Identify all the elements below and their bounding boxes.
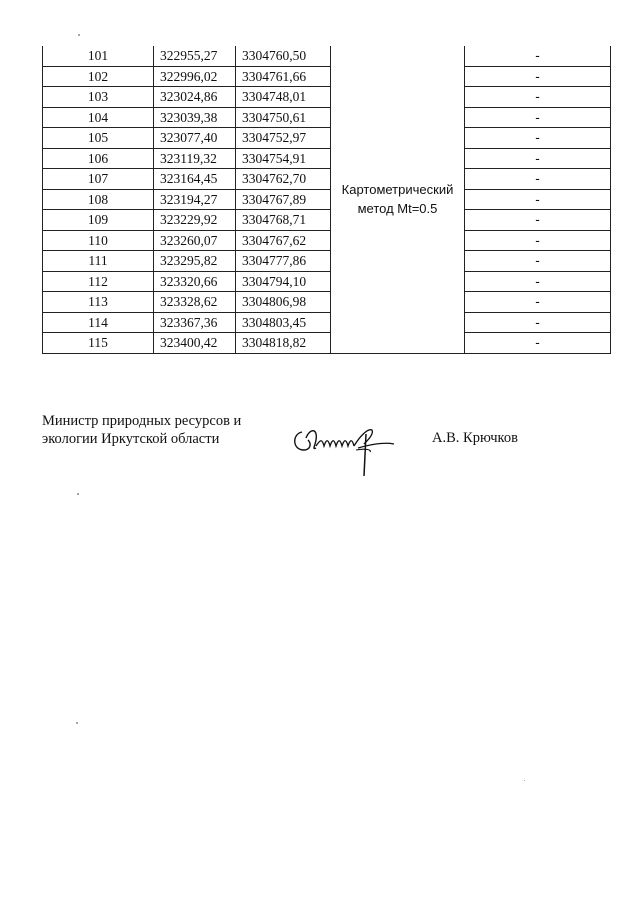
table-row xyxy=(43,230,611,251)
point-number-cell: 105 xyxy=(43,128,154,149)
dash-cell: - xyxy=(465,271,611,292)
y-coordinate-cell: 3304760,50 xyxy=(236,46,331,66)
table-row xyxy=(43,189,611,210)
point-number-cell: 115 xyxy=(43,333,154,354)
dash-cell: - xyxy=(465,251,611,272)
dash-cell: - xyxy=(465,107,611,128)
dash-cell: - xyxy=(465,210,611,231)
scan-speck xyxy=(77,493,79,495)
table-row xyxy=(43,107,611,128)
point-number-cell: 111 xyxy=(43,251,154,272)
coordinates-table xyxy=(42,46,611,354)
dash-cell: - xyxy=(465,87,611,108)
method-line-2: метод Mt=0.5 xyxy=(357,201,438,217)
point-number-cell: 103 xyxy=(43,87,154,108)
dash-cell: - xyxy=(465,292,611,313)
point-number-cell: 113 xyxy=(43,292,154,313)
point-number-cell: 101 xyxy=(43,46,154,66)
method-line-1: Картометрический xyxy=(341,182,454,198)
table-row xyxy=(43,292,611,313)
dash-cell: - xyxy=(465,128,611,149)
point-number-cell: 109 xyxy=(43,210,154,231)
x-coordinate-cell: 322996,02 xyxy=(154,66,236,87)
dash-cell: - xyxy=(465,312,611,333)
table-row xyxy=(43,66,611,87)
y-coordinate-cell: 3304750,61 xyxy=(236,107,331,128)
y-coordinate-cell: 3304761,66 xyxy=(236,66,331,87)
x-coordinate-cell: 323194,27 xyxy=(154,189,236,210)
y-coordinate-cell: 3304803,45 xyxy=(236,312,331,333)
dash-cell: - xyxy=(465,66,611,87)
x-coordinate-cell: 323229,92 xyxy=(154,210,236,231)
scan-speck xyxy=(78,34,80,36)
table-row xyxy=(43,87,611,108)
x-coordinate-cell: 322955,27 xyxy=(154,46,236,66)
y-coordinate-cell: 3304768,71 xyxy=(236,210,331,231)
x-coordinate-cell: 323400,42 xyxy=(154,333,236,354)
point-number-cell: 107 xyxy=(43,169,154,190)
method-cell xyxy=(331,46,465,353)
y-coordinate-cell: 3304806,98 xyxy=(236,292,331,313)
point-number-cell: 110 xyxy=(43,230,154,251)
y-coordinate-cell: 3304767,62 xyxy=(236,230,331,251)
dash-cell: - xyxy=(465,148,611,169)
y-coordinate-cell: 3304762,70 xyxy=(236,169,331,190)
scan-speck xyxy=(76,722,78,724)
x-coordinate-cell: 323119,32 xyxy=(154,148,236,169)
y-coordinate-cell: 3304777,86 xyxy=(236,251,331,272)
x-coordinate-cell: 323039,38 xyxy=(154,107,236,128)
x-coordinate-cell: 323260,07 xyxy=(154,230,236,251)
table-row xyxy=(43,271,611,292)
x-coordinate-cell: 323024,86 xyxy=(154,87,236,108)
table-row xyxy=(43,312,611,333)
signatory-name: А.В. Крючков xyxy=(432,430,518,446)
point-number-cell: 102 xyxy=(43,66,154,87)
x-coordinate-cell: 323295,82 xyxy=(154,251,236,272)
table-row xyxy=(43,251,611,272)
x-coordinate-cell: 323164,45 xyxy=(154,169,236,190)
point-number-cell: 114 xyxy=(43,312,154,333)
coordinates-table-body xyxy=(43,46,611,353)
handwritten-signature xyxy=(288,414,398,484)
dash-cell: - xyxy=(465,189,611,210)
signatory-position-line-1: Министр природных ресурсов и xyxy=(42,413,242,429)
point-number-cell: 108 xyxy=(43,189,154,210)
x-coordinate-cell: 323367,36 xyxy=(154,312,236,333)
dash-cell: - xyxy=(465,333,611,354)
scan-speck xyxy=(524,780,525,781)
y-coordinate-cell: 3304754,91 xyxy=(236,148,331,169)
y-coordinate-cell: 3304752,97 xyxy=(236,128,331,149)
x-coordinate-cell: 323328,62 xyxy=(154,292,236,313)
point-number-cell: 112 xyxy=(43,271,154,292)
point-number-cell: 104 xyxy=(43,107,154,128)
table-row xyxy=(43,169,611,190)
y-coordinate-cell: 3304767,89 xyxy=(236,189,331,210)
table-row xyxy=(43,333,611,354)
signatory-position xyxy=(42,412,282,448)
dash-cell: - xyxy=(465,169,611,190)
table-row xyxy=(43,210,611,231)
y-coordinate-cell: 3304818,82 xyxy=(236,333,331,354)
table-row xyxy=(43,148,611,169)
dash-cell: - xyxy=(465,230,611,251)
y-coordinate-cell: 3304748,01 xyxy=(236,87,331,108)
point-number-cell: 106 xyxy=(43,148,154,169)
table-row xyxy=(43,128,611,149)
signatory-position-line-2: экологии Иркутской области xyxy=(42,431,220,447)
x-coordinate-cell: 323077,40 xyxy=(154,128,236,149)
dash-cell: - xyxy=(465,46,611,66)
table-row xyxy=(43,46,611,66)
x-coordinate-cell: 323320,66 xyxy=(154,271,236,292)
y-coordinate-cell: 3304794,10 xyxy=(236,271,331,292)
